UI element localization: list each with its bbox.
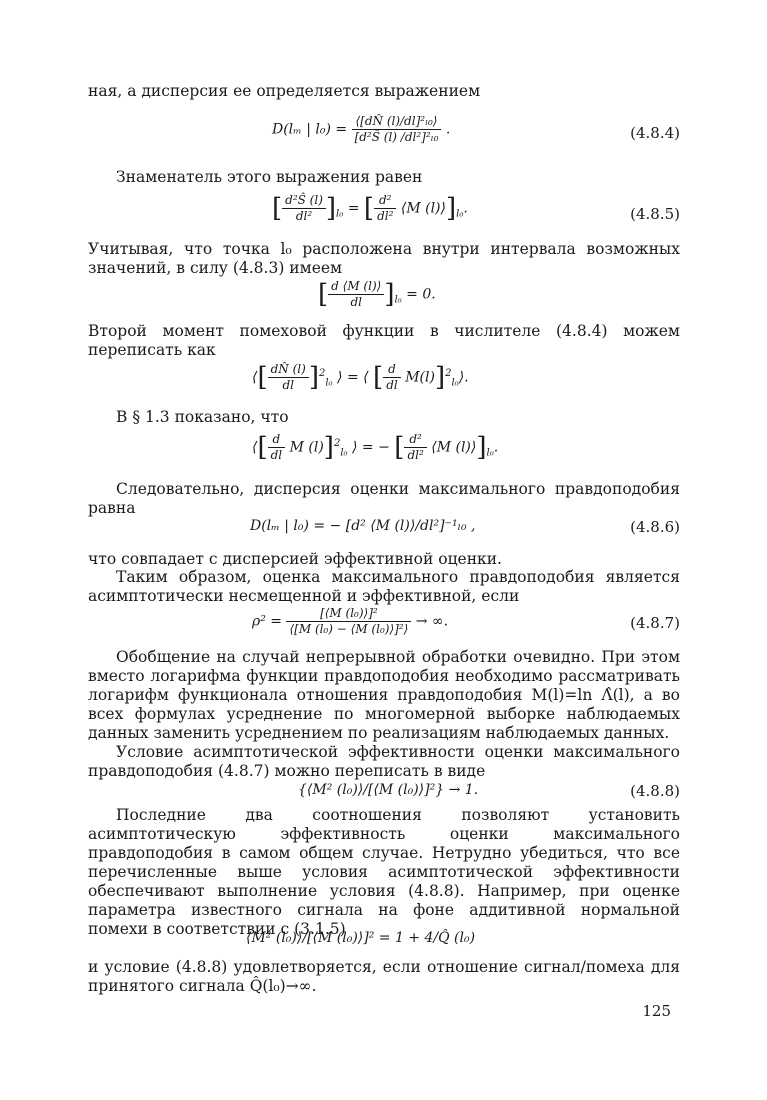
eq-number-4-8-5: (4.8.5) [630,205,680,223]
eq-equals: = [347,200,360,217]
eq-denominator: dl² [404,447,426,463]
eq-fraction [268,432,286,463]
equation-4-8-6: D(lₘ | l₀) = − [d² ⟨M (l)⟩/dl²]⁻¹ₗ₀ , [250,518,476,534]
eq-lhs: D(lₘ | l₀) = [272,121,348,138]
eq-number-4-8-4: (4.8.4) [630,124,680,142]
equation-moment-ratio: ⟨M² (l₀)⟩/[⟨M (l₀)⟩]² = 1 + 4/Q̂ (l₀) [246,930,476,946]
text-line-1: ная, а дисперсия ее определяется выражением [88,82,481,100]
eq-tail: ⟨M (l)⟩ [400,200,446,217]
equation-second-moment: ⟨[ $\frac{dN̂ (l)}{dl}$ ]$^2_{l_0}$ ⟩ = ⟨ [ $\frac{d}{dl}$ M(l)]$^2_{l_0}$⟩. [252,362,469,393]
eq-tail: M(l) [405,369,435,386]
text-line-3: Учитывая, что точка l₀ расположена внутри интервала возможных значений, в силу (4.8.3) имеем [88,240,680,277]
eq-numerator: d [388,362,396,376]
equation-4-8-5: [ $\frac{\text{d²Ŝ (l)}}{\text{dl²}}$ ]$_{l_0}$ = [ $\frac{\text{d²}}{\text{dl²}}$ ⟨M $(l)⟩]_{l_0}$. [272,193,468,224]
text-line-6: Следовательно, дисперсия оценки максимального правдоподобия равна [88,480,680,517]
equation-4-8-7 [252,606,448,637]
eq-tail: = 0. [406,286,436,303]
eq-numerator: dN̂ (l) [270,362,306,376]
eq-number-4-8-6: (4.8.6) [630,518,680,536]
eq-tail: . [445,121,451,138]
equation-4-8-4 [272,114,450,145]
eq-numerator: [⟨M (l₀)⟩]² [320,606,378,620]
eq-numerator: d [272,432,281,446]
eq-numerator: d² [378,193,392,207]
text-line-12: и условие (4.8.8) удовлетворяется, если отношение сигнал/помеха для принятого сигнала Q̂(l₀)→∞. [88,958,680,995]
eq-tail: M (l) [289,439,324,456]
eq-denominator: dl [268,447,286,463]
eq-fraction [352,114,442,145]
eq-tail: → ∞. [415,613,449,630]
eq-number-4-8-8: (4.8.8) [630,782,680,800]
equation-4-8-8: {⟨M² (l₀)⟩/[⟨M (l₀)⟩]²} → 1. [298,782,479,798]
text-line-2: Знаменатель этого выражения равен [116,168,423,186]
text-line-10: Условие асимптотической эффективности оценки максимального правдоподобия (4.8.7) можно переписать в виде [88,743,680,780]
text-line-4: Второй момент помеховой функции в числителе (4.8.4) можем переписать как [88,322,680,359]
eq-tail: ⟨M (l)⟩ [431,439,477,456]
eq-numerator: d ⟨M (l)⟩ [331,279,382,293]
eq-equals: ⟩ = − [352,439,390,456]
eq-fraction [374,193,396,224]
eq-equals: ⟩ = ⟨ [337,369,369,386]
eq-numerator: d² [409,432,422,446]
text-line-7: что совпадает с дисперсией эффективной оценки. [88,550,502,568]
eq-fraction [286,606,411,637]
text-line-8: Таким образом, оценка максимального правдоподобия является асимптотически несмещенной и эффективной, если [88,568,680,605]
eq-denominator: ⟨[M (l₀) − ⟨M (l₀)⟩]²⟩ [286,621,411,637]
eq-number-4-8-7: (4.8.7) [630,614,680,632]
eq-denominator: dl [328,294,384,310]
eq-numerator: d²Ŝ (l) [285,193,323,207]
text-line-5: В § 1.3 показано, что [116,408,289,426]
eq-fraction [282,193,326,224]
eq-fraction [268,362,309,393]
eq-denominator: dl [268,377,309,393]
eq-denominator: [d²Ŝ (l) /dl²]²ₗ₀ [352,129,442,145]
eq-fraction [383,362,401,393]
eq-lhs: ρ² = [252,613,283,630]
eq-fraction [328,279,384,310]
eq-denominator: dl² [282,208,326,224]
eq-fraction [404,432,426,463]
eq-denominator: dl [383,377,401,393]
eq-denominator: dl² [374,208,396,224]
equation-identity: ⟨[ $\frac{d}{dl}$ M (l)]$^2_{l_0}$ ⟩ = − [ $\frac{\text{d²}}{\text{dl²}}$ ⟨M $(l)⟩]_{l_0}$. [252,432,499,463]
text-line-9: Обобщение на случай непрерывной обработки очевидно. При этом вместо логарифма функции правдоподобия необходимо рассматривать логарифм функционала отношения правдоподобия M(l)=ln Λ̂(l), а во всех формулах усреднение по многомерной выборке наблюдаемых данных заменить усреднением по реализациям наблюдаемых данных. [88,648,680,742]
text-line-11: Последние два соотношения позволяют установить асимптотическую эффективность оценки максимального правдоподобия в самом общем случае. Нетрудно убедиться, что все перечисленные выше условия асимптотической эффективности обеспечивают выполнение условия (4.8.8). Например, при оценке параметра известного сигнала на фоне аддитивной нормальной помехи в соответствии с (3.1.5) [88,806,680,938]
eq-numerator: ⟨[dN̂ (l)/dl]²ₗ₀⟩ [355,114,438,128]
equation-zero-derivative: [ $\frac{d ⟨M (l)⟩}{dl}$ ]$_{l_0} = 0$. [318,279,436,310]
page-number: 125 [642,1002,671,1020]
